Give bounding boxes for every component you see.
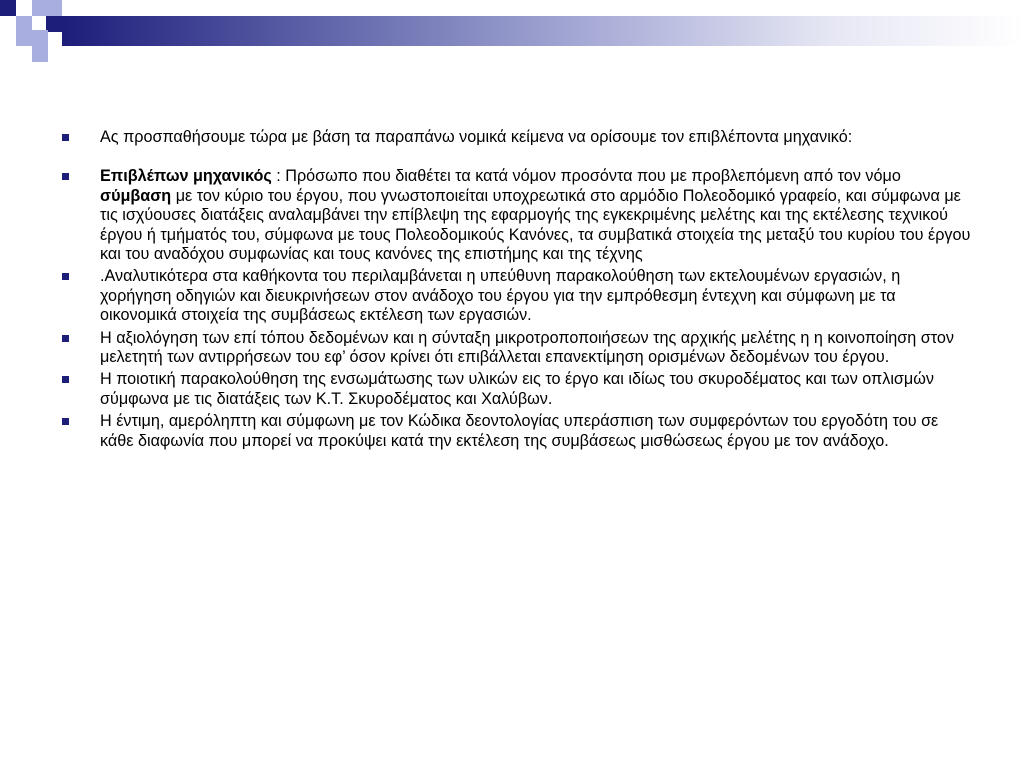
square-bullet-icon	[62, 173, 69, 180]
decor-square-light	[16, 30, 32, 46]
bullet-text: Η έντιμη, αμερόληπτη και σύμφωνη με τον Κώδικα δεοντολογίας υπεράσπιση των συμφερόντων του εργοδότη του σε κάθε διαφωνία που μπορεί να προκύψει κατά την εκτέλεση της συμβάσεως μισθώσεως έργου με τον ανάδοχο.	[100, 412, 939, 450]
square-bullet-icon	[62, 376, 69, 383]
list-item	[62, 370, 972, 409]
bullet-text: Η αξιολόγηση των επί τόπου δεδομένων και η σύνταξη μικροτροποποιήσεων της αρχικής μελέτης η η κοινοποίηση στον μελετητή των αντιρρήσεων του εφ’ όσον κρίνει ότι επιβάλλεται επανεκτίμηση ορισμένων δεδομένων του έργου.	[100, 328, 955, 367]
bullet-text: Ας προσπαθήσουμε τώρα με βάση τα παραπάνω νομικά κείμενα να ορίσουμε τον επιβλέποντα μηχανικό:	[100, 128, 853, 146]
header-gradient-bar	[62, 16, 1024, 46]
decor-square-light	[46, 0, 62, 16]
definition-term: Επιβλέπων μηχανικός	[100, 167, 272, 186]
decor-square-dark	[0, 0, 16, 16]
decor-square-light	[32, 30, 48, 46]
bullet-text: : Πρόσωπο που διαθέτει τα κατά νόμον προσόντα που με προβλεπόμενη από τον νόμο	[271, 167, 901, 186]
list-item	[62, 267, 972, 325]
slide-body	[62, 128, 972, 454]
bullet-text: με τον κύριο του έργου, που γνωστοποιείται υποχρεωτικά στο αρμόδιο Πολεοδομικό γραφείο, και σύμφωνα με τις ισχύουσες διατάξεις αναλαμβάνει την επίβλεψη της εφαρμογής της εγκεκριμένης μελέτης και της εκτέλεσης τεχνικού έργου ή τμήματός του, σύμφωνα με τους Πολεοδομικούς Κανόνες, τα συμβατικά στοιχεία της μεταξύ του κυρίου του έργου και του αναδόχου συμφωνίας και τους κανόνες της επιστήμης και της τέχνης	[100, 186, 971, 264]
list-item	[62, 128, 972, 147]
emphasis-word: σύμβαση	[100, 186, 172, 205]
square-bullet-icon	[62, 273, 69, 280]
list-item	[62, 167, 972, 264]
list-item	[62, 329, 972, 368]
bullet-list	[62, 128, 972, 451]
decor-square-dark	[46, 16, 62, 32]
square-bullet-icon	[62, 418, 69, 425]
square-bullet-icon	[62, 335, 69, 342]
list-item	[62, 412, 972, 451]
decor-square-light	[32, 46, 48, 62]
square-bullet-icon	[62, 134, 69, 141]
header-decoration	[0, 0, 1024, 64]
bullet-text: .Αναλυτικότερα στα καθήκοντα του περιλαμβάνεται η υπεύθυνη παρακολούθηση των εκτελουμένων εργασιών, η χορήγηση οδηγιών και διευκρινήσεων στον ανάδοχο του έργου για την εμπρόθεσμη έντεχνη και σύμφωνη με τα οικονομικά στοιχεία της συμβάσεως εκτέλεση των εργασιών.	[100, 267, 901, 325]
bullet-text: Η ποιοτική παρακολούθηση της ενσωμάτωσης των υλικών εις το έργο και ιδίως του σκυροδέματος και των οπλισμών σύμφωνα με τις διατάξεις των Κ.Τ. Σκυροδέματος και Χαλύβων.	[100, 370, 934, 408]
